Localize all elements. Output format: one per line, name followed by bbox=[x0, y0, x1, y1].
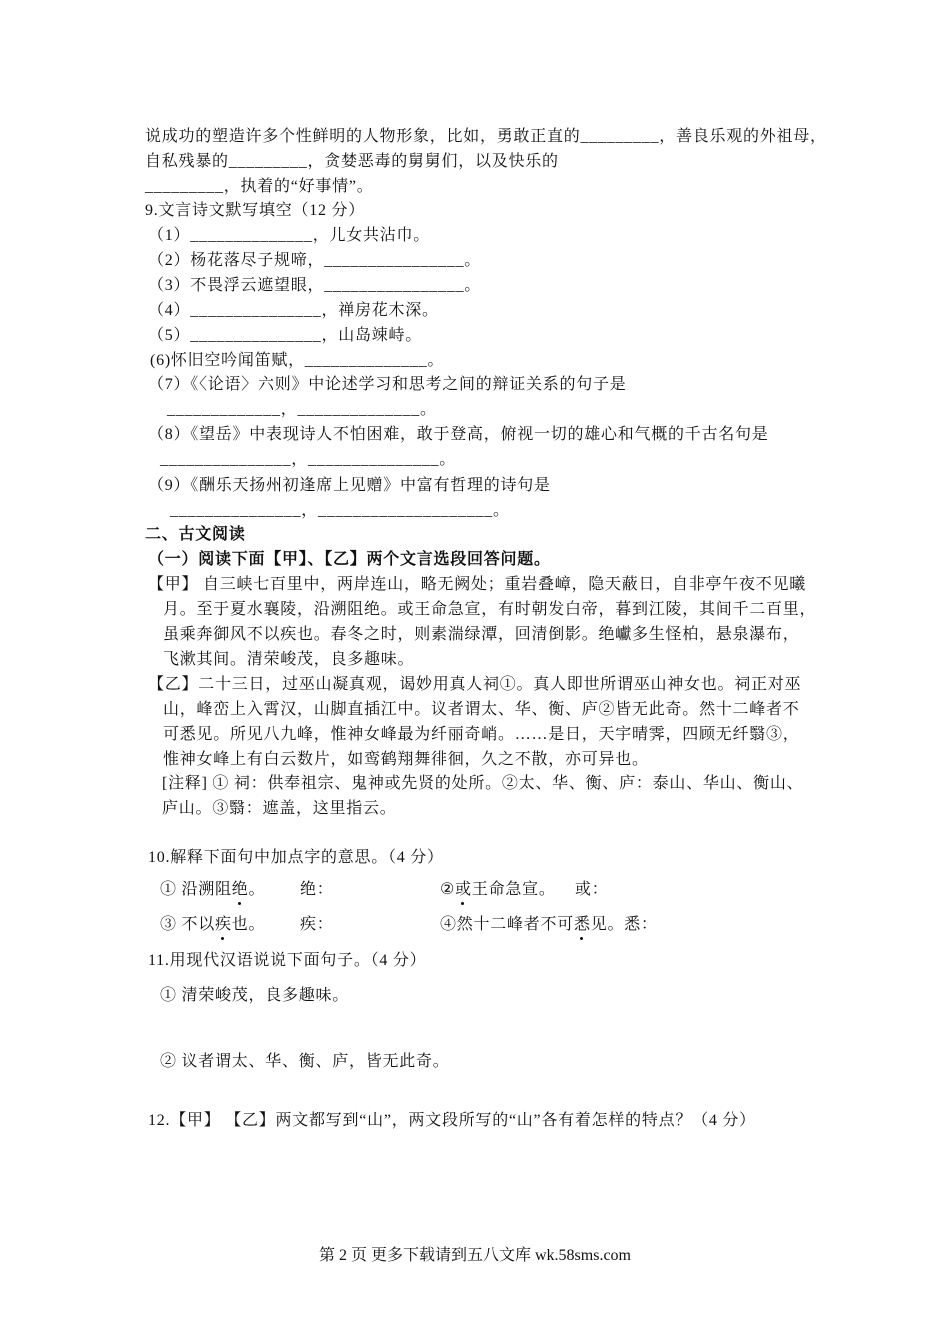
emphasized-char: 或 bbox=[455, 878, 472, 902]
item-text: ② bbox=[440, 881, 456, 898]
annotation-line: [注释] ① 祠：供奉祖宗、鬼神或先贤的处所。②太、华、衡、庐：泰山、华山、衡山、 bbox=[162, 775, 804, 792]
question-10-item-3 bbox=[160, 913, 265, 937]
answer-blank-line: _______________，_______________。 bbox=[160, 451, 457, 468]
question-9-item: （3）不畏浮云遮望眼，________________。 bbox=[148, 277, 482, 294]
question-9-item: （1）______________，儿女共沾巾。 bbox=[148, 227, 431, 244]
question-10-answer-label: 疾： bbox=[300, 916, 334, 933]
page-footer: 第 2 页 更多下载请到五八文库 wk.58sms.com bbox=[318, 1247, 631, 1264]
passage-jia-line: 飞漱其间。清荣峻茂，良多趣味。 bbox=[163, 651, 415, 668]
question-10-item-1 bbox=[160, 878, 265, 902]
question-9-item: （4）_______________，禅房花木深。 bbox=[148, 302, 439, 319]
answer-blank-line: _______________，____________________。 bbox=[170, 502, 510, 519]
question-9-item: (6)怀旧空吟闻笛赋，______________。 bbox=[150, 352, 445, 369]
question-10-answer-label: 悉： bbox=[624, 916, 658, 933]
section-title: 二、古文阅读 bbox=[145, 526, 246, 543]
item-text: 见。 bbox=[590, 916, 625, 933]
question-10-item-4 bbox=[440, 913, 658, 937]
question-12-title: 12.【甲】 【乙】两文都写到“山”，两文段所写的“山”各有着怎样的特点？（4 分） bbox=[148, 1112, 756, 1129]
question-11-item: ① 清荣峻茂，良多趣味。 bbox=[160, 987, 350, 1004]
item-text: 也。 bbox=[231, 916, 266, 933]
question-9-item: （7）《〈论语〉六则》中论述学习和思考之间的辩证关系的句子是 bbox=[148, 376, 627, 393]
intro-line: _________，执着的“好事情”。 bbox=[145, 178, 374, 195]
passage-jia-line: 【甲】 自三峡七百里中，两岸连山，略无阙处；重岩叠嶂，隐天蔽日，自非亭午夜不见曦 bbox=[148, 576, 807, 593]
question-11-item: ② 议者谓太、华、衡、庐，皆无此奇。 bbox=[160, 1053, 450, 1070]
question-9-item: （2）杨花落尽子规啼，________________。 bbox=[148, 252, 482, 269]
question-10-answer-label: 绝： bbox=[300, 881, 334, 898]
passage-instruction: （一）阅读下面【甲】、【乙】两个文言选段回答问题。 bbox=[148, 551, 551, 568]
intro-line: 说成功的塑造许多个性鲜明的人物形象，比如，勇敢正直的_________，善良乐观的外祖母， bbox=[145, 128, 827, 145]
item-text: ③ 不以 bbox=[160, 916, 216, 933]
emphasized-char: 绝 bbox=[232, 878, 249, 902]
item-text: ① 沿溯阻 bbox=[160, 881, 232, 898]
item-text: ④然十二峰者不可 bbox=[440, 916, 575, 933]
emphasized-char: 疾 bbox=[215, 913, 232, 937]
question-9-item: （8）《望岳》中表现诗人不怕困难，敢于登高，俯视一切的雄心和气概的千古名句是 bbox=[148, 426, 769, 443]
passage-yi-line: 【乙】二十三日，过巫山凝真观，谒妙用真人祠①。真人即世所谓巫山神女也。祠正对巫 bbox=[148, 676, 802, 693]
passage-yi-line: 惟神女峰上有白云数片，如鸾鹤翔舞徘徊，久之不散，亦可异也。 bbox=[163, 751, 649, 768]
question-10-answer-label: 或： bbox=[575, 881, 609, 898]
question-10-title: 10.解释下面句中加点字的意思。（4 分） bbox=[148, 849, 444, 866]
question-10-item-2 bbox=[440, 878, 556, 902]
question-9-title: 9.文言诗文默写填空（12 分） bbox=[145, 202, 366, 219]
passage-yi-line: 可悉见。所见八九峰，惟神女峰最为纤丽奇峭。……是日，天宇晴霁，四顾无纤翳③， bbox=[163, 726, 800, 743]
item-text: 王命急宣。 bbox=[471, 881, 556, 898]
annotation-line: 庐山。③翳：遮盖，这里指云。 bbox=[162, 800, 397, 817]
question-11-title: 11.用现代汉语说说下面句子。（4 分） bbox=[148, 952, 427, 969]
intro-line: 自私残暴的_________，贪婪恶毒的舅舅们，以及快乐的 bbox=[145, 153, 559, 170]
emphasized-char: 悉 bbox=[574, 913, 591, 937]
question-9-item: （9）《酬乐天扬州初逢席上见赠》中富有哲理的诗句是 bbox=[148, 477, 551, 494]
question-9-item: （5）_______________，山岛竦峙。 bbox=[148, 327, 423, 344]
passage-jia-line: 虽乘奔御风不以疾也。春冬之时，则素湍绿潭，回清倒影。绝巘多生怪柏，悬泉瀑布， bbox=[163, 626, 800, 643]
passage-yi-line: 山，峰峦上入霄汉，山脚直插江中。议者谓太、华、衡、庐②皆无此奇。然十二峰者不 bbox=[163, 701, 800, 718]
item-text: 。 bbox=[248, 881, 266, 898]
answer-blank-line: _____________，______________。 bbox=[167, 401, 437, 418]
passage-jia-line: 月。至于夏水襄陵，沿溯阻绝。或王命急宣，有时朝发白帝，暮到江陵，其间千二百里， bbox=[163, 601, 817, 618]
